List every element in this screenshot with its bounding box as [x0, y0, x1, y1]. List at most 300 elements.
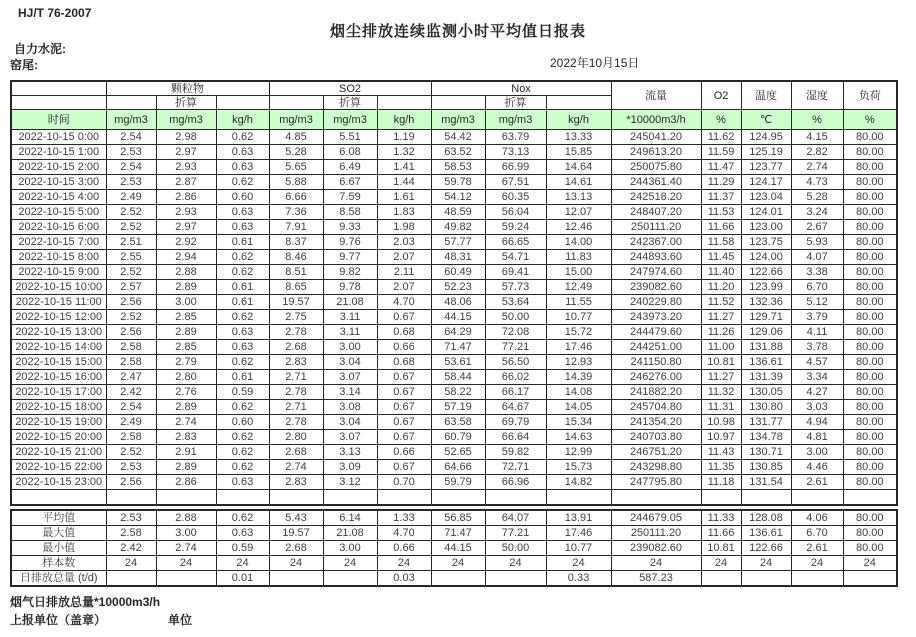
nox-converted-header: 折算: [485, 96, 546, 110]
value-cell: 2.78: [269, 325, 323, 340]
value-cell: 2.85: [156, 310, 216, 325]
value-cell: 2.78: [269, 385, 323, 400]
value-cell: 49.82: [431, 220, 485, 235]
value-cell: 59.82: [485, 445, 546, 460]
value-cell: 124.00: [741, 250, 791, 265]
so2-group-header: SO2: [269, 81, 431, 96]
value-cell: 54.12: [431, 190, 485, 205]
unit-header: %: [843, 110, 897, 130]
value-cell: 245041.20: [611, 130, 701, 145]
value-cell: 71.47: [431, 340, 485, 355]
value-cell: 80.00: [843, 415, 897, 430]
value-cell: 5.88: [269, 175, 323, 190]
value-cell: 11.58: [701, 235, 741, 250]
value-cell: 57.19: [431, 400, 485, 415]
value-cell: 240229.80: [611, 295, 701, 310]
summary-value-cell: 136.61: [741, 526, 791, 541]
value-cell: 131.54: [741, 475, 791, 490]
value-cell: 10.81: [701, 355, 741, 370]
value-cell: 2.53: [106, 460, 156, 475]
summary-value-cell: [791, 571, 843, 587]
time-cell: 2022-10-15 14:00: [11, 340, 106, 355]
summary-value-cell: 0.01: [216, 571, 269, 587]
data-row: [11, 160, 897, 175]
value-cell: 8.65: [269, 280, 323, 295]
value-cell: 2.93: [156, 205, 216, 220]
summary-value-cell: [701, 571, 741, 587]
data-row: [11, 445, 897, 460]
value-cell: 63.52: [431, 145, 485, 160]
value-cell: 0.63: [216, 475, 269, 490]
units-row: [11, 110, 897, 130]
summary-value-cell: 3.00: [156, 526, 216, 541]
summary-value-cell: 2.74: [156, 541, 216, 556]
data-row: [11, 415, 897, 430]
value-cell: 0.66: [377, 445, 431, 460]
summary-label: 样本数: [11, 556, 106, 571]
value-cell: 3.00: [323, 340, 377, 355]
value-cell: 241150.80: [611, 355, 701, 370]
value-cell: 3.09: [323, 460, 377, 475]
value-cell: 14.00: [546, 235, 611, 250]
value-cell: 54.71: [485, 250, 546, 265]
value-cell: 2.83: [269, 475, 323, 490]
flue-gas-daily-total-label: 烟气日排放总量*10000m3/h: [10, 595, 161, 609]
summary-value-cell: 80.00: [843, 510, 897, 526]
value-cell: 59.24: [485, 220, 546, 235]
value-cell: 17.46: [546, 340, 611, 355]
summary-value-cell: 2.53: [106, 510, 156, 526]
value-cell: 7.91: [269, 220, 323, 235]
value-cell: 72.08: [485, 325, 546, 340]
value-cell: 0.60: [216, 190, 269, 205]
value-cell: 4.57: [791, 355, 843, 370]
value-cell: 0.63: [216, 145, 269, 160]
value-cell: 2.58: [106, 340, 156, 355]
empty-cell: [741, 490, 791, 506]
page-title: 烟尘排放连续监测小时平均值日报表: [329, 23, 586, 40]
value-cell: 0.68: [377, 325, 431, 340]
value-cell: 2.80: [156, 370, 216, 385]
value-cell: 80.00: [843, 310, 897, 325]
value-cell: 0.63: [216, 205, 269, 220]
value-cell: 10.77: [546, 310, 611, 325]
value-cell: 50.00: [485, 310, 546, 325]
value-cell: 2.97: [156, 145, 216, 160]
summary-value-cell: 24: [701, 556, 741, 571]
value-cell: 243298.80: [611, 460, 701, 475]
time-cell: 2022-10-15 4:00: [11, 190, 106, 205]
value-cell: 11.55: [546, 295, 611, 310]
value-cell: 2.07: [377, 250, 431, 265]
value-cell: 5.51: [323, 130, 377, 145]
summary-value-cell: 4.70: [377, 526, 431, 541]
time-cell: 2022-10-15 22:00: [11, 460, 106, 475]
summary-value-cell: [269, 571, 323, 587]
summary-value-cell: [843, 571, 897, 587]
value-cell: 124.95: [741, 130, 791, 145]
time-cell: 2022-10-15 3:00: [11, 175, 106, 190]
value-cell: 0.62: [216, 355, 269, 370]
empty-cell: [323, 490, 377, 506]
summary-value-cell: 21.08: [323, 526, 377, 541]
time-cell: 2022-10-15 11:00: [11, 295, 106, 310]
summary-value-cell: 24: [216, 556, 269, 571]
value-cell: 3.24: [791, 205, 843, 220]
value-cell: 0.59: [216, 385, 269, 400]
value-cell: 14.61: [546, 175, 611, 190]
value-cell: 69.79: [485, 415, 546, 430]
summary-value-cell: 1.33: [377, 510, 431, 526]
summary-value-cell: 24: [843, 556, 897, 571]
value-cell: 58.44: [431, 370, 485, 385]
value-cell: 80.00: [843, 370, 897, 385]
value-cell: 2.80: [269, 430, 323, 445]
value-cell: 0.61: [216, 370, 269, 385]
empty-header-cell: [431, 96, 485, 110]
summary-label: 平均值: [11, 510, 106, 526]
summary-value-cell: 10.77: [546, 541, 611, 556]
value-cell: 246276.00: [611, 370, 701, 385]
value-cell: 80.00: [843, 220, 897, 235]
time-cell: 2022-10-15 19:00: [11, 415, 106, 430]
value-cell: 0.67: [377, 370, 431, 385]
value-cell: 11.83: [546, 250, 611, 265]
summary-value-cell: 4.06: [791, 510, 843, 526]
value-cell: 11.27: [701, 370, 741, 385]
time-cell: 2022-10-15 1:00: [11, 145, 106, 160]
summary-value-cell: [485, 571, 546, 587]
value-cell: 9.76: [323, 235, 377, 250]
value-cell: 3.78: [791, 340, 843, 355]
value-cell: 2.83: [156, 430, 216, 445]
empty-cell: [11, 490, 106, 506]
value-cell: 11.62: [701, 130, 741, 145]
value-cell: 11.47: [701, 160, 741, 175]
summary-value-cell: 56.85: [431, 510, 485, 526]
o2-group-header: O2: [701, 81, 741, 110]
value-cell: 11.52: [701, 295, 741, 310]
unit-header: mg/m3: [269, 110, 323, 130]
value-cell: 239082.60: [611, 280, 701, 295]
summary-value-cell: 3.00: [323, 541, 377, 556]
summary-value-cell: 11.66: [701, 526, 741, 541]
value-cell: 56.50: [485, 355, 546, 370]
temp-group-header: 温度: [741, 81, 791, 110]
value-cell: 3.13: [323, 445, 377, 460]
value-cell: 0.70: [377, 475, 431, 490]
value-cell: 2.54: [106, 160, 156, 175]
value-cell: 6.66: [269, 190, 323, 205]
value-cell: 80.00: [843, 190, 897, 205]
value-cell: 2.82: [791, 145, 843, 160]
summary-value-cell: 24: [611, 556, 701, 571]
value-cell: 11.45: [701, 250, 741, 265]
value-cell: 136.61: [741, 355, 791, 370]
data-row: [11, 475, 897, 490]
value-cell: 245704.80: [611, 400, 701, 415]
value-cell: 247795.80: [611, 475, 701, 490]
summary-value-cell: [431, 571, 485, 587]
summary-value-cell: [156, 571, 216, 587]
value-cell: 2.88: [156, 265, 216, 280]
value-cell: 80.00: [843, 280, 897, 295]
value-cell: 2.98: [156, 130, 216, 145]
value-cell: 58.53: [431, 160, 485, 175]
value-cell: 134.78: [741, 430, 791, 445]
unit-header: kg/h: [377, 110, 431, 130]
value-cell: 1.19: [377, 130, 431, 145]
value-cell: 3.12: [323, 475, 377, 490]
value-cell: 60.35: [485, 190, 546, 205]
value-cell: 66.96: [485, 475, 546, 490]
value-cell: 8.58: [323, 205, 377, 220]
value-cell: 2.91: [156, 445, 216, 460]
value-cell: 77.21: [485, 340, 546, 355]
value-cell: 2.52: [106, 205, 156, 220]
summary-value-cell: 19.57: [269, 526, 323, 541]
value-cell: 0.63: [216, 160, 269, 175]
value-cell: 4.46: [791, 460, 843, 475]
value-cell: 15.85: [546, 145, 611, 160]
summary-value-cell: 0.33: [546, 571, 611, 587]
value-cell: 12.49: [546, 280, 611, 295]
value-cell: 3.11: [323, 310, 377, 325]
empty-header-cell: [269, 96, 323, 110]
data-row: [11, 460, 897, 475]
summary-value-cell: [323, 571, 377, 587]
value-cell: 250111.20: [611, 220, 701, 235]
data-row: [11, 340, 897, 355]
empty-header-cell: [546, 96, 611, 110]
value-cell: 2.55: [106, 250, 156, 265]
value-cell: 0.67: [377, 310, 431, 325]
value-cell: 4.81: [791, 430, 843, 445]
value-cell: 3.00: [156, 295, 216, 310]
nox-group-header: Nox: [431, 81, 611, 96]
value-cell: 2.54: [106, 130, 156, 145]
value-cell: 11.43: [701, 445, 741, 460]
summary-value-cell: 17.46: [546, 526, 611, 541]
value-cell: 2.89: [156, 460, 216, 475]
value-cell: 0.68: [377, 355, 431, 370]
value-cell: 2.56: [106, 475, 156, 490]
value-cell: 80.00: [843, 265, 897, 280]
time-cell: 2022-10-15 23:00: [11, 475, 106, 490]
summary-value-cell: 0.62: [216, 510, 269, 526]
summary-row: [11, 556, 897, 571]
value-cell: 58.22: [431, 385, 485, 400]
value-cell: 80.00: [843, 385, 897, 400]
time-cell: 2022-10-15 7:00: [11, 235, 106, 250]
value-cell: 0.62: [216, 250, 269, 265]
summary-value-cell: 24: [377, 556, 431, 571]
unit-header: *10000m3/h: [611, 110, 701, 130]
value-cell: 2.68: [269, 445, 323, 460]
value-cell: 2.42: [106, 385, 156, 400]
value-cell: 53.64: [485, 295, 546, 310]
value-cell: 1.98: [377, 220, 431, 235]
value-cell: 242367.00: [611, 235, 701, 250]
empty-header-cell: [216, 96, 269, 110]
value-cell: 1.61: [377, 190, 431, 205]
value-cell: 243973.20: [611, 310, 701, 325]
value-cell: 80.00: [843, 460, 897, 475]
value-cell: 63.58: [431, 415, 485, 430]
summary-value-cell: 50.00: [485, 541, 546, 556]
value-cell: 11.66: [701, 220, 741, 235]
unit-header: %: [701, 110, 741, 130]
value-cell: 13.13: [546, 190, 611, 205]
value-cell: 3.38: [791, 265, 843, 280]
humidity-group-header: 湿度: [791, 81, 843, 110]
value-cell: 11.27: [701, 310, 741, 325]
data-row: [11, 175, 897, 190]
value-cell: 0.62: [216, 130, 269, 145]
summary-value-cell: 13.91: [546, 510, 611, 526]
unit-header: kg/h: [216, 110, 269, 130]
summary-value-cell: 24: [269, 556, 323, 571]
value-cell: 80.00: [843, 160, 897, 175]
doc-code: HJ/T 76-2007: [18, 6, 92, 20]
summary-value-cell: 244679.05: [611, 510, 701, 526]
summary-value-cell: 2.61: [791, 541, 843, 556]
value-cell: 10.97: [701, 430, 741, 445]
report-unit-label: 上报单位（盖章）: [10, 613, 107, 627]
summary-row: [11, 541, 897, 556]
value-cell: 80.00: [843, 340, 897, 355]
summary-row: [11, 571, 897, 587]
value-cell: 2.89: [156, 280, 216, 295]
value-cell: 9.78: [323, 280, 377, 295]
value-cell: 15.00: [546, 265, 611, 280]
value-cell: 2.53: [106, 175, 156, 190]
value-cell: 44.15: [431, 310, 485, 325]
value-cell: 6.67: [323, 175, 377, 190]
time-cell: 2022-10-15 6:00: [11, 220, 106, 235]
value-cell: 80.00: [843, 250, 897, 265]
value-cell: 11.00: [701, 340, 741, 355]
value-cell: 0.67: [377, 415, 431, 430]
value-cell: 19.57: [269, 295, 323, 310]
data-row: [11, 190, 897, 205]
value-cell: 63.79: [485, 130, 546, 145]
unit-header: ℃: [741, 110, 791, 130]
value-cell: 80.00: [843, 295, 897, 310]
value-cell: 244479.60: [611, 325, 701, 340]
value-cell: 5.12: [791, 295, 843, 310]
time-cell: 2022-10-15 12:00: [11, 310, 106, 325]
value-cell: 2.47: [106, 370, 156, 385]
data-row: [11, 130, 897, 145]
value-cell: 2.86: [156, 475, 216, 490]
value-cell: 64.67: [485, 400, 546, 415]
value-cell: 3.14: [323, 385, 377, 400]
value-cell: 130.80: [741, 400, 791, 415]
time-cell: 2022-10-15 15:00: [11, 355, 106, 370]
data-row: [11, 235, 897, 250]
value-cell: 130.05: [741, 385, 791, 400]
value-cell: 3.79: [791, 310, 843, 325]
value-cell: 3.04: [323, 415, 377, 430]
flow-group-header: 流量: [611, 81, 701, 110]
value-cell: 2.61: [791, 475, 843, 490]
summary-row: [11, 510, 897, 526]
value-cell: 80.00: [843, 355, 897, 370]
summary-label: 日排放总量 (t/d): [11, 571, 106, 587]
unit-header: mg/m3: [156, 110, 216, 130]
unit-header: mg/m3: [485, 110, 546, 130]
value-cell: 73.13: [485, 145, 546, 160]
data-row: [11, 280, 897, 295]
data-row: [11, 145, 897, 160]
empty-cell: [791, 490, 843, 506]
value-cell: 72.71: [485, 460, 546, 475]
value-cell: 66.02: [485, 370, 546, 385]
value-cell: 248407.20: [611, 205, 701, 220]
value-cell: 3.00: [791, 445, 843, 460]
data-row: [11, 430, 897, 445]
value-cell: 1.83: [377, 205, 431, 220]
value-cell: 66.64: [485, 430, 546, 445]
value-cell: 14.05: [546, 400, 611, 415]
pm-group-header: 颗粒物: [106, 81, 269, 96]
summary-value-cell: 2.88: [156, 510, 216, 526]
summary-value-cell: 128.08: [741, 510, 791, 526]
value-cell: 48.59: [431, 205, 485, 220]
value-cell: 244893.60: [611, 250, 701, 265]
value-cell: 132.36: [741, 295, 791, 310]
value-cell: 9.77: [323, 250, 377, 265]
value-cell: 2.57: [106, 280, 156, 295]
time-cell: 2022-10-15 8:00: [11, 250, 106, 265]
value-cell: 2.92: [156, 235, 216, 250]
time-cell: 2022-10-15 21:00: [11, 445, 106, 460]
value-cell: 4.73: [791, 175, 843, 190]
value-cell: 57.77: [431, 235, 485, 250]
time-cell: 2022-10-15 2:00: [11, 160, 106, 175]
value-cell: 125.19: [741, 145, 791, 160]
value-cell: 3.07: [323, 430, 377, 445]
value-cell: 131.88: [741, 340, 791, 355]
value-cell: 0.67: [377, 430, 431, 445]
data-row: [11, 250, 897, 265]
value-cell: 130.85: [741, 460, 791, 475]
value-cell: 2.52: [106, 220, 156, 235]
value-cell: 53.61: [431, 355, 485, 370]
value-cell: 11.35: [701, 460, 741, 475]
value-cell: 0.62: [216, 265, 269, 280]
summary-value-cell: 0.66: [377, 541, 431, 556]
value-cell: 3.07: [323, 370, 377, 385]
value-cell: 2.11: [377, 265, 431, 280]
empty-cell: [106, 490, 156, 506]
data-row: [11, 205, 897, 220]
value-cell: 80.00: [843, 175, 897, 190]
empty-cell: [377, 490, 431, 506]
pm-converted-header: 折算: [156, 96, 216, 110]
value-cell: 48.31: [431, 250, 485, 265]
value-cell: 80.00: [843, 235, 897, 250]
value-cell: 241882.20: [611, 385, 701, 400]
value-cell: 12.99: [546, 445, 611, 460]
value-cell: 52.23: [431, 280, 485, 295]
value-cell: 2.71: [269, 400, 323, 415]
summary-value-cell: 64.07: [485, 510, 546, 526]
value-cell: 80.00: [843, 325, 897, 340]
value-cell: 80.00: [843, 130, 897, 145]
value-cell: 14.63: [546, 430, 611, 445]
